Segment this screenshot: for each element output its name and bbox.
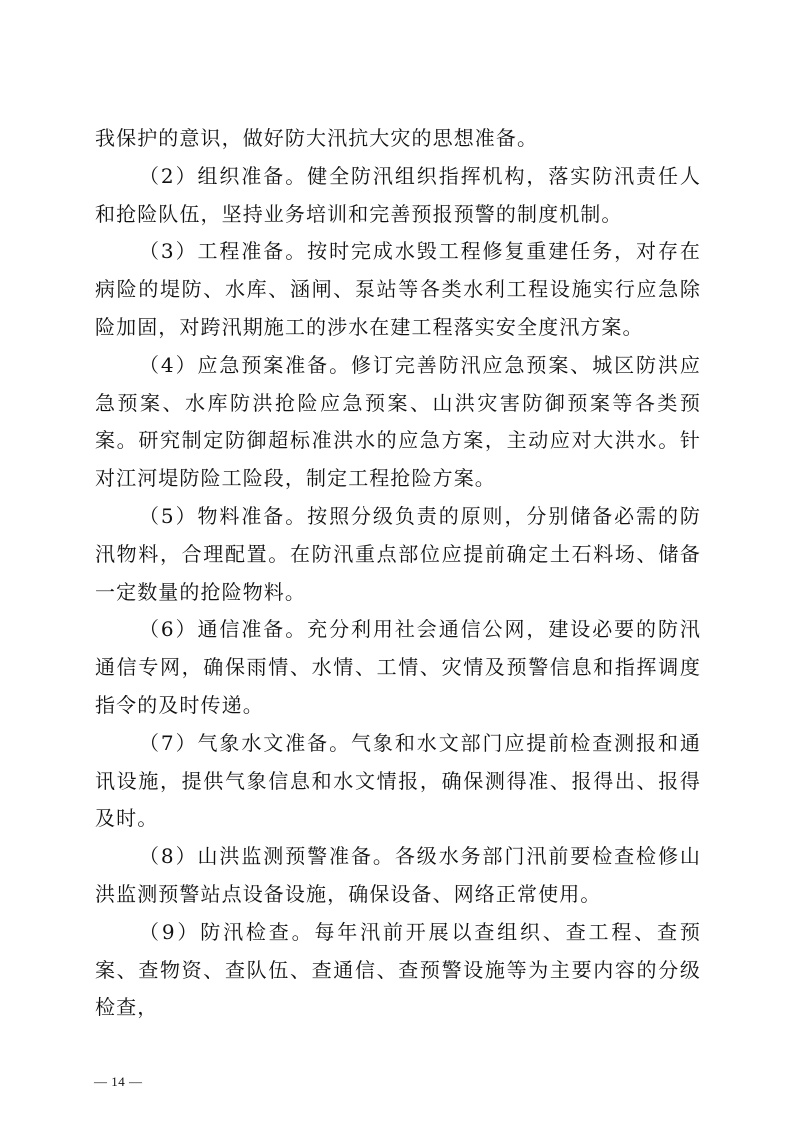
paragraph-continuation: 我保护的意识，做好防大汛抗大灾的思想准备。 [95,126,539,150]
paragraph-flood-inspection: （9）防汛检查。每年汛前开展以查组织、查工程、查预案、查物资、查队伍、查通信、查预警设施等为主要内容的分级检查， [95,919,701,1020]
page-number: — 14 — [94,1074,143,1089]
paragraph-materials-prep: （5）物料准备。按照分级负责的原则，分别储备必需的防汛物料，合理配置。在防汛重点部位应提前确定土石料场、储备一定数量的抢险物料。 [95,503,701,604]
paragraph-organization-prep: （2）组织准备。健全防汛组织指挥机构，落实防汛责任人和抢险队伍，坚持业务培训和完善预报预警的制度机制。 [95,163,701,226]
paragraph-engineering-prep: （3）工程准备。按时完成水毁工程修复重建任务，对存在病险的堤防、水库、涵闸、泵站等各类水利工程设施实行应急除险加固，对跨汛期施工的涉水在建工程落实安全度汛方案。 [95,239,701,339]
paragraph-flash-flood-monitoring-prep: （8）山洪监测预警准备。各级水务部门汛前要检查检修山洪监测预警站点设备设施，确保设备、网络正常使用。 [95,844,701,906]
document-body [95,120,701,1027]
paragraph-communications-prep: （6）通信准备。充分利用社会通信公网，建设必要的防汛通信专网，确保雨情、水情、工情、灾情及预警信息和指挥调度指令的及时传递。 [95,617,701,717]
paragraph-meteorology-hydrology-prep: （7）气象水文准备。气象和水文部门应提前检查测报和通讯设施，提供气象信息和水文情报，确保测得准、报得出、报得及时。 [95,730,701,831]
paragraph-emergency-plan-prep: （4）应急预案准备。修订完善防汛应急预案、城区防洪应急预案、水库防洪抢险应急预案、山洪灾害防御预案等各类预案。研究制定防御超标准洪水的应急方案，主动应对大洪水。针对江河堤防险工险段，制定工程抢险方案。 [95,352,701,491]
